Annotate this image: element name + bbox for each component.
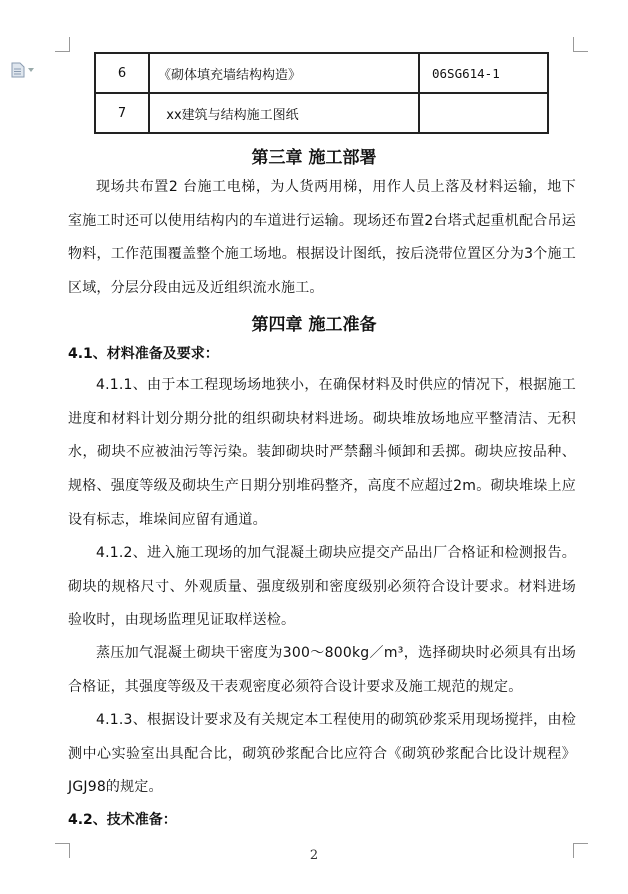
section-4-2-title: 4.2、技术准备： <box>68 812 177 828</box>
table-row <box>95 93 548 133</box>
document-code: 06SG614-1 <box>419 53 548 93</box>
chapter-3-body: 现场共布置2 台施工电梯，为人货两用梯，用作人员上落及材料运输，地下室施工时还可以使用结构内的车道进行运输。现场还布置2台塔式起重机配合吊运物料，工作范围覆盖整个施工场地。根据设计图纸，按后浇带位置区分为3个施工区域，分层分段由远及近组织流水施工。 <box>68 179 576 297</box>
paragraph-4-1-1: 4.1.1、由于本工程现场场地狭小，在确保材料及时供应的情况下，根据施工进度和材料计划分期分批的组织砌块材料进场。砌块堆放场地应平整清洁、无积水，砌块不应被油污等污染。装卸砌块时严禁翻斗倾卸和丢掷。砌块应按品种、规格、强度等级及砌块生产日期分别堆码整齐，高度不应超过2m。砌块堆垛上应设有标志，堆垛间应留有通道。 <box>68 377 576 528</box>
document-name: 《砌体填充墙结构构造》 <box>149 53 419 93</box>
chevron-down-icon <box>28 68 34 72</box>
chapter-3-title: 第三章 施工部署 <box>251 148 377 168</box>
corner-mark-top-right <box>573 37 588 52</box>
row-number: 6 <box>95 53 149 93</box>
row-number: 7 <box>95 93 149 133</box>
chapter-4-title: 第四章 施工准备 <box>251 315 377 335</box>
paragraph-4-1-3: 4.1.3、根据设计要求及有关规定本工程使用的砌筑砂浆采用现场搅拌，由检测中心实验室出具配合比，砌筑砂浆配合比应符合《砌筑砂浆配合比设计规程》JGJ98的规定。 <box>68 712 576 796</box>
paragraph-4-1-2: 4.1.2、进入施工现场的加气混凝土砌块应提交产品出厂合格证和检测报告。砌块的规格尺寸、外观质量、强度级别和密度级别必须符合设计要求。材料进场验收时，由现场监理见证取样送检。 <box>68 545 576 629</box>
page-number: 2 <box>309 848 319 863</box>
document-icon <box>11 62 25 78</box>
paragraph-density: 蒸压加气混凝土砌块干密度为300～800kg／m³，选择砌块时必须具有出场合格证，其强度等级及干表观密度必须符合设计要求及施工规范的规定。 <box>68 645 576 695</box>
document-code <box>419 93 548 133</box>
document-name: xx建筑与结构施工图纸 <box>149 93 419 133</box>
corner-mark-top-left <box>55 37 70 52</box>
document-menu[interactable] <box>11 62 34 78</box>
reference-table <box>94 52 549 134</box>
table-row <box>95 53 548 93</box>
section-4-1-title: 4.1、材料准备及要求： <box>68 346 219 362</box>
